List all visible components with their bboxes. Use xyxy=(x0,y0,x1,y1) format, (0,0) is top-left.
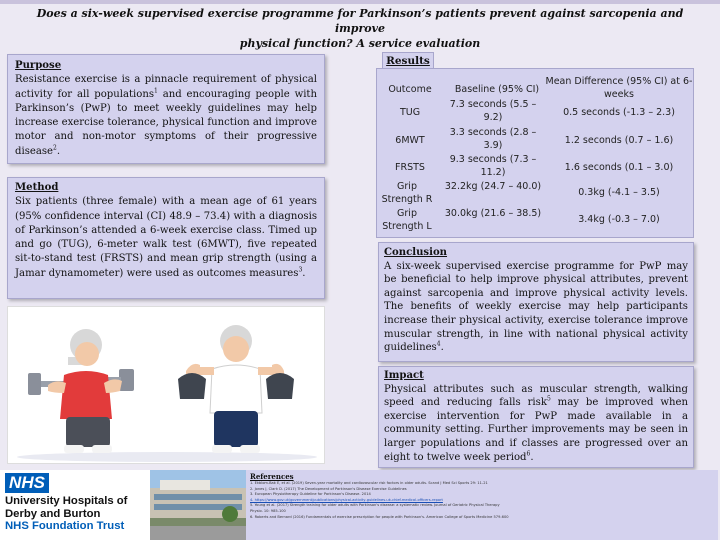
cell-outcome: Grip Strength R xyxy=(381,181,433,205)
method-citation: 3 xyxy=(298,266,303,274)
cell-difference: 3.4kg (-0.3 – 7.0) xyxy=(578,214,660,225)
trust-name-line-2: Derby and Burton xyxy=(5,507,101,520)
woman-figure xyxy=(28,329,134,453)
impact-text-end: . xyxy=(530,451,534,463)
cell-baseline: 7.3 seconds (5.5 – 9.2) xyxy=(449,99,537,123)
conclusion-heading: Conclusion xyxy=(384,247,448,258)
reference-item: 3. European Physiotherapy Guideline for Parkinson's Disease. 2014 xyxy=(250,492,371,497)
method-heading: Method xyxy=(15,182,59,193)
conclusion-panel xyxy=(378,242,694,362)
elderly-exercise-image xyxy=(8,307,326,465)
purpose-text: Resistance exercise is a pinnacle requirement of physical activity for all populations xyxy=(15,74,317,100)
cell-outcome: 6MWT xyxy=(395,135,425,146)
impact-heading: Impact xyxy=(384,370,424,381)
cell-outcome: TUG xyxy=(399,107,421,118)
impact-text-2: may be improved when exercise intervention for PwP made available in a community setting. Further improvements may be seen in larger populations and if classes are progressed over an eight to twelve week period xyxy=(384,397,688,463)
impact-citation-1: 5 xyxy=(546,395,551,403)
reference-item: Physio. 10: 985-100 xyxy=(250,508,286,513)
trust-name-line-1: University Hospitals of xyxy=(5,495,128,507)
table-row xyxy=(377,127,695,155)
cell-baseline: 30.0kg (21.6 – 38.5) xyxy=(444,208,542,219)
top-edge xyxy=(0,0,720,4)
reference-link[interactable]: 4. https://www.gov.uk/government/publications/physical-activity-guidelines-uk-chief-medical-officers-report xyxy=(250,497,443,502)
conclusion-text: A six-week supervised exercise programme for PwP may be beneficial to help improve physical attributes, prevent against sarcopenia and improve physical activity levels. The benefits of weekly exercise may help participants increase their physical activity, exercise tolerance improve muscular strength, in line with national physical activity guidelines xyxy=(384,260,688,354)
poster-title xyxy=(20,6,700,51)
impact-citation-2: 6 xyxy=(526,450,531,458)
cell-baseline: 3.3 seconds (2.8 – 3.9) xyxy=(449,127,537,151)
nhs-logo: NHS xyxy=(5,473,49,493)
purpose-citation-2: 2 xyxy=(53,144,57,152)
cell-outcome: Grip Strength L xyxy=(382,208,432,232)
impact-text: Physical attributes such as muscular strength, walking speed and reducing falls risk xyxy=(384,383,688,409)
column-header-baseline: Baseline (95% CI) xyxy=(454,84,540,95)
hospital-building-photo xyxy=(150,470,246,540)
results-heading: Results xyxy=(382,52,434,70)
results-table xyxy=(376,68,694,238)
method-panel xyxy=(7,177,325,299)
cell-outcome: FRSTS xyxy=(395,162,425,173)
purpose-text-2: and encouraging people with Parkinson’s (PwP) to meet weekly guidelines may help increase exercise tolerance, physical function and improve motor and non-motor symptoms of their progressive disease xyxy=(15,88,317,157)
cell-difference: 1.2 seconds (0.7 – 1.6) xyxy=(564,135,674,146)
table-row xyxy=(377,154,695,182)
purpose-text-end: . xyxy=(56,145,61,157)
reference-item: 5. Young et al. (2017) Strength training for older adults with Parkinson's disease: a systematic review. Journal of Geriatric Physical Therapy xyxy=(250,503,500,508)
conclusion-text-end: . xyxy=(440,342,444,354)
table-row xyxy=(377,181,695,209)
cell-difference: 0.5 seconds (-1.3 – 2.3) xyxy=(563,107,675,118)
purpose-citation-1: 1 xyxy=(154,87,158,95)
cell-difference: 1.6 seconds (0.1 – 3.0) xyxy=(564,162,674,173)
title-line-1: Does a six-week supervised exercise programme for Parkinson’s patients prevent against sarcopenia and improve xyxy=(36,7,684,35)
trust-name-line-3: NHS Foundation Trust xyxy=(5,520,125,532)
title-line-2: physical function? A service evaluation xyxy=(239,37,481,50)
table-row xyxy=(377,99,695,127)
trust-name xyxy=(5,495,150,533)
nhs-trust-branding xyxy=(0,470,150,540)
method-text-end: . xyxy=(302,267,306,279)
reference-item: 2. Jones J, Clark D. (2017) The Development of Parkinson's Disease Exercise Guidelines xyxy=(250,486,407,491)
column-header-difference: Mean Difference (95% CI) at 6-weeks xyxy=(545,76,693,100)
references-panel xyxy=(246,470,718,540)
references-heading: References xyxy=(250,472,294,481)
impact-panel xyxy=(378,366,694,468)
exercise-illustration xyxy=(7,306,325,464)
table-row xyxy=(377,208,695,236)
purpose-heading: Purpose xyxy=(15,60,62,71)
conclusion-citation: 4 xyxy=(436,340,441,348)
cell-baseline: 9.3 seconds (7.3 – 11.2) xyxy=(449,154,537,178)
man-figure xyxy=(178,325,294,453)
cell-baseline: 32.2kg (24.7 – 40.0) xyxy=(444,181,542,192)
reference-item: 1. Ekblom-Bak E, et al. (2019) Seven-year mortality and cardiovascular risk factors in older adults. Scand J Med Sci Sports 29: 11-21 xyxy=(250,481,488,485)
hospital-image xyxy=(150,470,246,540)
method-text: Six patients (three female) with a mean age of 61 years (95% confidence interval (CI) 48.9 – 73.4) with a diagnosis of Parkinson’s attended a 6-week exercise class. Timed up and go (TUG), 6-meter walk test (6MWT), five repeated sit-to-stand test (FRSTS) and mean grip strength (using a Jamar dynamometer) were used as outcomes measures xyxy=(15,196,317,279)
purpose-panel xyxy=(7,54,325,164)
reference-item: 6. Roberts and Bernard (2016) Fundamentals of exercise prescription for people with Parkinson's. American College of Sports Medicine 579-600 xyxy=(250,514,509,519)
cell-difference: 0.3kg (-4.1 – 3.5) xyxy=(578,187,660,198)
column-header-outcome: Outcome xyxy=(388,84,432,95)
